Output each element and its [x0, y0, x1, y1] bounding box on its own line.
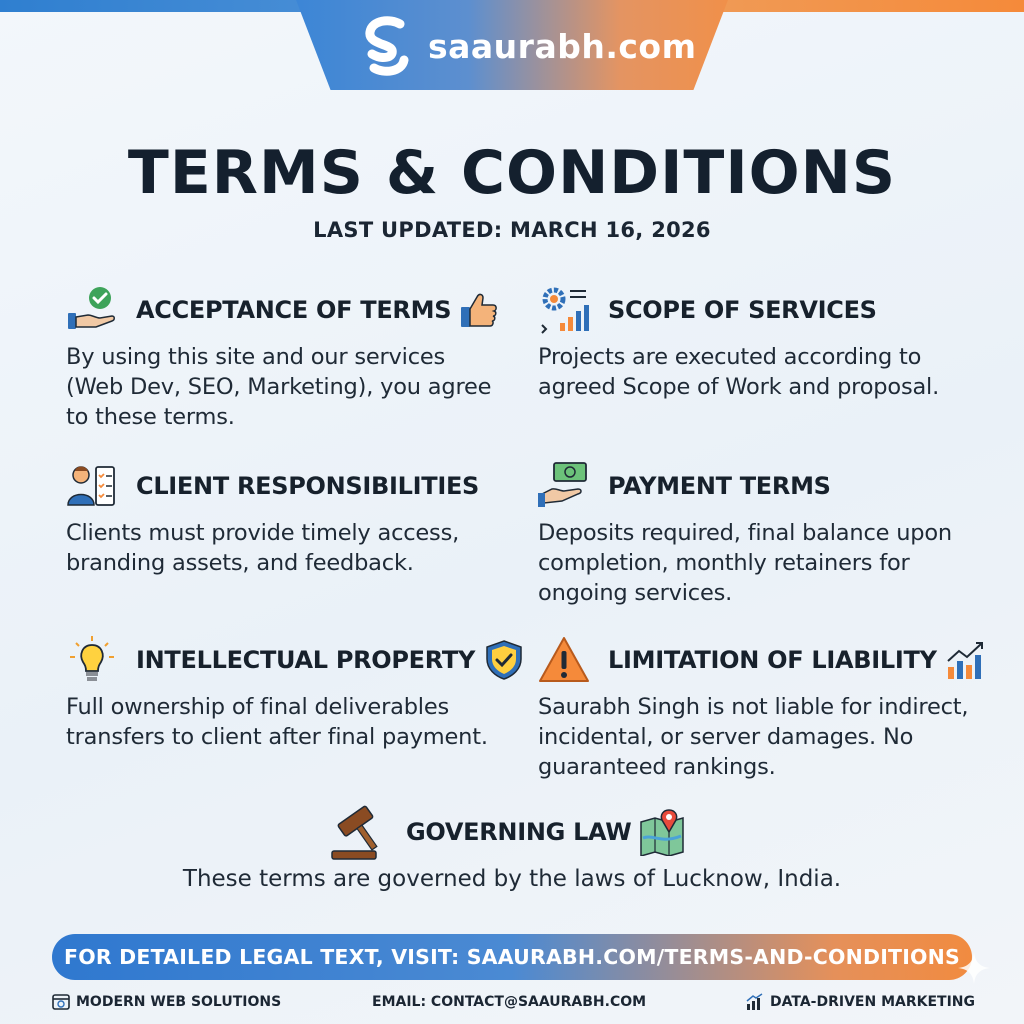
growth-chart-icon [746, 993, 764, 1011]
footer-web-solutions [52, 992, 281, 1012]
section-ip [66, 634, 506, 752]
section-title: CLIENT RESPONSIBILITIES [136, 472, 480, 500]
page-title: TERMS & CONDITIONS [127, 138, 897, 208]
section-title: ACCEPTANCE OF TERMS [136, 296, 452, 324]
section-body: By using this site and our services (Web Dev, SEO, Marketing), you agree to these terms. [66, 344, 492, 430]
person-checklist-icon [66, 461, 124, 511]
section-title: LIMITATION OF LIABILITY [608, 646, 937, 674]
footer-left-text: MODERN WEB SOLUTIONS [76, 994, 282, 1010]
shield-check-icon [483, 639, 525, 681]
browser-icon [52, 993, 70, 1011]
brand-logo[interactable] [360, 14, 697, 78]
footer-right-text: DATA-DRIVEN MARKETING [770, 994, 976, 1010]
footer-marketing [746, 992, 975, 1012]
map-pin-icon [639, 808, 687, 856]
footer-email-text: EMAIL: CONTACT@SAAURABH.COM [372, 994, 647, 1010]
section-title: SCOPE OF SERVICES [608, 296, 877, 324]
section-liability [538, 634, 978, 782]
governing-law-body: These terms are governed by the laws of Lucknow, India. [182, 866, 842, 892]
section-body: Clients must provide timely access, branding assets, and feedback. [66, 520, 460, 576]
site-name: saaurabh.com [428, 26, 697, 66]
hand-check-icon [66, 285, 124, 335]
hand-money-icon [538, 461, 596, 511]
warning-icon [538, 635, 596, 685]
last-updated: LAST UPDATED: MARCH 16, 2026 [313, 218, 711, 242]
section-body: Saurabh Singh is not liable for indirect, incidental, or server damages. No guaranteed rankings. [538, 694, 969, 780]
section-title: INTELLECTUAL PROPERTY [136, 646, 476, 674]
lightbulb-icon [66, 635, 124, 685]
section-acceptance [66, 284, 506, 432]
section-client [66, 460, 506, 578]
footer-email[interactable] [372, 992, 646, 1012]
gear-chart-icon [538, 285, 596, 335]
section-body: Projects are executed according to agreed Scope of Work and proposal. [538, 344, 940, 400]
section-governing-law [328, 802, 728, 862]
bar-chart-icon [945, 639, 987, 681]
section-body: Full ownership of final deliverables transfers to client after final payment. [66, 694, 488, 750]
section-scope [538, 284, 978, 402]
gavel-icon [328, 803, 394, 861]
terms-link-banner[interactable]: FOR DETAILED LEGAL TEXT, VISIT: SAAURABH.COM/TERMS-AND-CONDITIONS [52, 934, 972, 980]
section-payment [538, 460, 978, 608]
thumbs-up-icon [459, 289, 501, 331]
s-logo-icon [360, 16, 414, 76]
section-body: Deposits required, final balance upon completion, monthly retainers for ongoing services. [538, 520, 952, 606]
sparkle-icon [956, 950, 992, 986]
section-title: PAYMENT TERMS [608, 472, 831, 500]
section-title: GOVERNING LAW [406, 818, 632, 846]
